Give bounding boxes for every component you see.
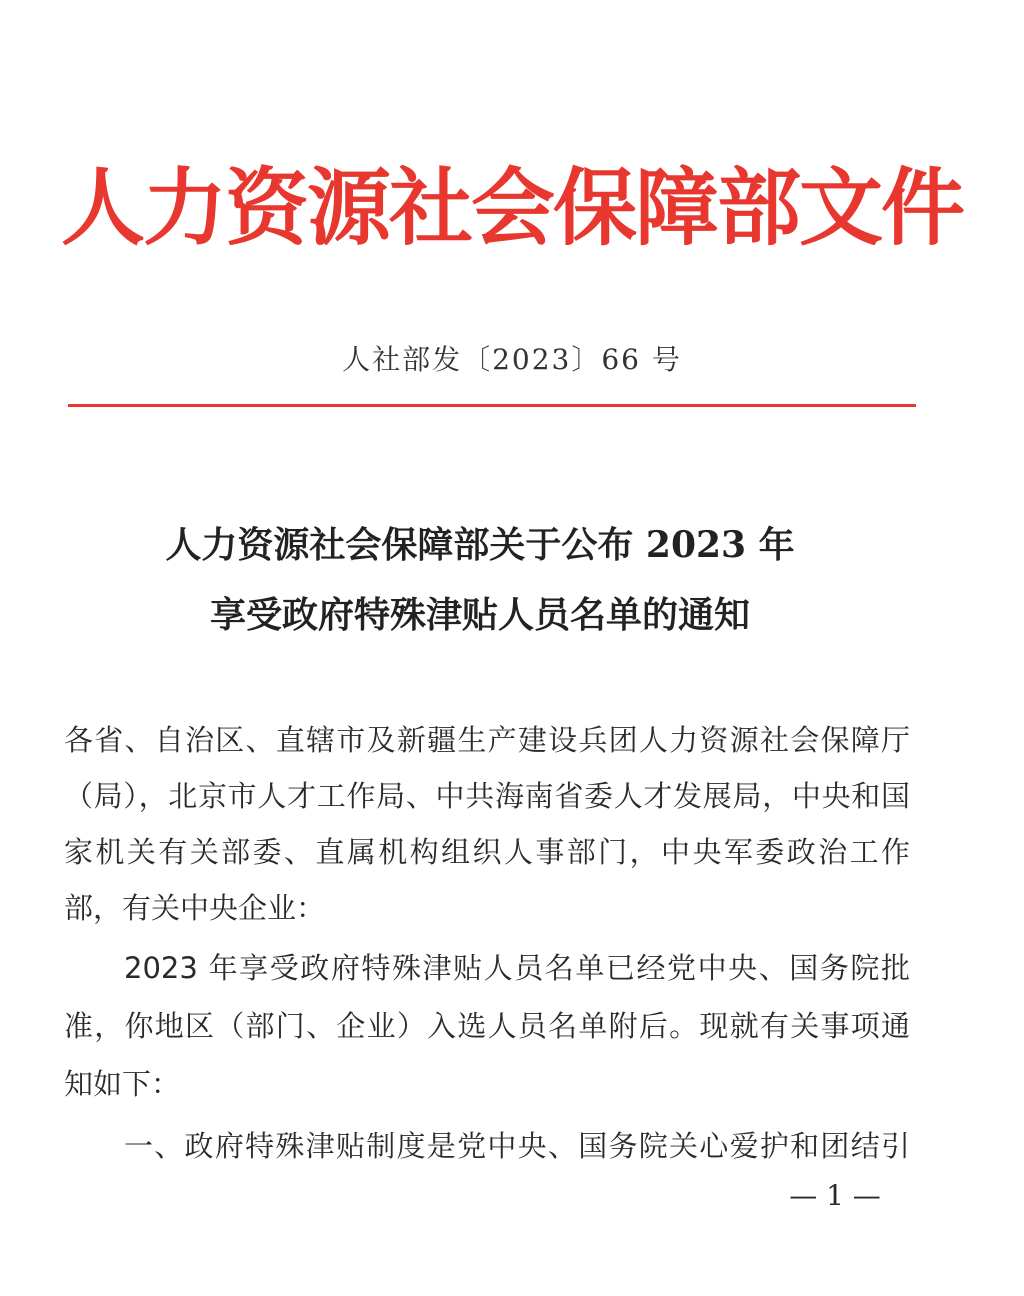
notice-title-line-1: 人力资源社会保障部关于公布 2023 年 <box>165 524 795 566</box>
body-line-paragraph1-3: 知如下： <box>64 1067 181 1101</box>
body-line-addressees-4: 部，有关中央企业： <box>64 891 326 925</box>
notice-title-line-2: 享受政府特殊津贴人员名单的通知 <box>209 594 750 636</box>
body-line-addressees-1: 各省、自治区、直辖市及新疆生产建设兵团人力资源社会保障厅 <box>64 723 910 757</box>
issuing-authority-title: 人力资源社会保障部文件 <box>60 158 963 257</box>
body-line-item1: 一、政府特殊津贴制度是党中央、国务院关心爱护和团结引 <box>124 1129 910 1163</box>
document-number: 人社部发〔2023〕66 号 <box>342 343 682 376</box>
body-line-addressees-3: 家机关有关部委、直属机构组织人事部门，中央军委政治工作 <box>64 835 910 869</box>
body-line-paragraph1-2: 准，你地区（部门、企业）入选人员名单附后。现就有关事项通 <box>64 1009 910 1043</box>
red-divider-line <box>68 404 916 407</box>
body-line-addressees-2: （局），北京市人才工作局、中共海南省委人才发展局，中央和国 <box>64 779 910 813</box>
body-line-paragraph1-1: 2023 年享受政府特殊津贴人员名单已经党中央、国务院批 <box>124 951 910 985</box>
page-number: — 1 — <box>789 1179 881 1212</box>
